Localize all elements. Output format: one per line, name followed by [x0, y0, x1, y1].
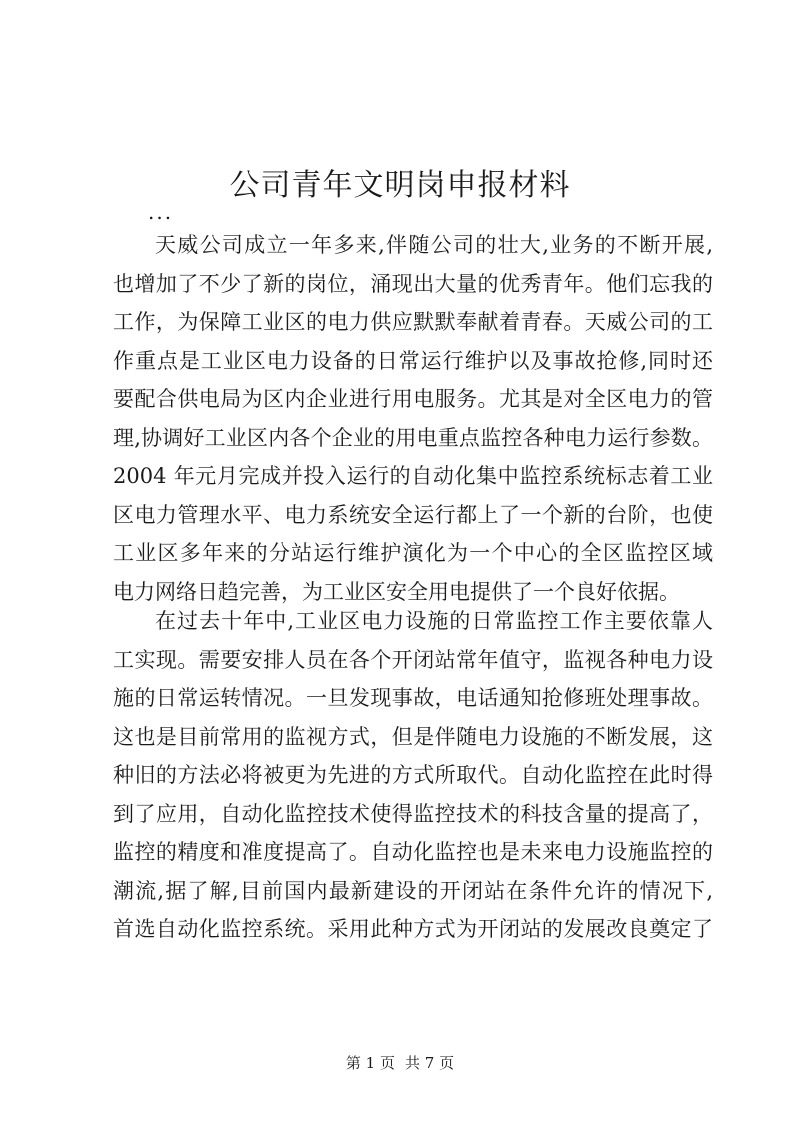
- paragraph-line: 在过去十年中,工业区电力设施的日常监控工作主要依靠人: [155, 609, 713, 633]
- paragraph-line: 电力网络日趋完善，为工业区安全用电提供了一个良好依据。: [113, 579, 680, 604]
- paragraph-2: [113, 602, 713, 949]
- paragraph-line: 要配合供电局为区内企业进行用电服务。尤其是对全区电力的管: [113, 387, 713, 411]
- paragraph-line: 这也是目前常用的监视方式，但是伴随电力设施的不断发展，这: [113, 724, 713, 749]
- paragraph-line: 到了应用，自动化监控技术使得监控技术的科技含量的提高了，: [113, 801, 713, 826]
- paragraph-line: 首选自动化监控系统。采用此种方式为开闭站的发展改良奠定了: [113, 917, 713, 941]
- paragraph-line: 监控的精度和准度提高了。自动化监控也是未来电力设施监控的: [113, 840, 713, 864]
- ellipsis-marker: ...: [148, 200, 174, 224]
- paragraph-line: 2004 年元月完成并投入运行的自动化集中监控系统标志着工业: [113, 464, 713, 488]
- paragraph-line: 区电力管理水平、电力系统安全运行都上了一个新的台阶，也使: [113, 502, 713, 527]
- paragraph-line: 天威公司成立一年多来,伴随公司的壮大,业务的不断开展,: [155, 233, 713, 257]
- paragraph-1: [113, 226, 713, 611]
- paragraph-line: 工实现。需要安排人员在各个开闭站常年值守，监视各种电力设: [113, 647, 713, 672]
- paragraph-line: 理,协调好工业区内各个企业的用电重点监控各种电力运行参数。: [113, 425, 713, 450]
- paragraph-line: 施的日常运转情况。一旦发现事故，电话通知抢修班处理事故。: [113, 686, 713, 710]
- paragraph-line: 也增加了不少了新的岗位，涌现出大量的优秀青年。他们忘我的: [113, 271, 713, 296]
- paragraph-line: 潮流,据了解,目前国内最新建设的开闭站在条件允许的情况下,: [113, 878, 713, 903]
- paragraph-line: 工作，为保障工业区的电力供应默默奉献着青春。天威公司的工: [113, 310, 713, 334]
- page-number: 第 1 页: [345, 1054, 395, 1072]
- document-title: 公司青年文明岗申报材料: [229, 168, 571, 204]
- paragraph-line: 作重点是工业区电力设备的日常运行维护以及事故抢修,同时还: [113, 348, 713, 373]
- paragraph-line: 工业区多年来的分站运行维护演化为一个中心的全区监控区域: [113, 541, 713, 565]
- paragraph-line: 种旧的方法必将被更为先进的方式所取代。自动化监控在此时得: [113, 763, 713, 787]
- page-footer: [0, 1052, 800, 1073]
- page-total: 共 7 页: [405, 1054, 455, 1072]
